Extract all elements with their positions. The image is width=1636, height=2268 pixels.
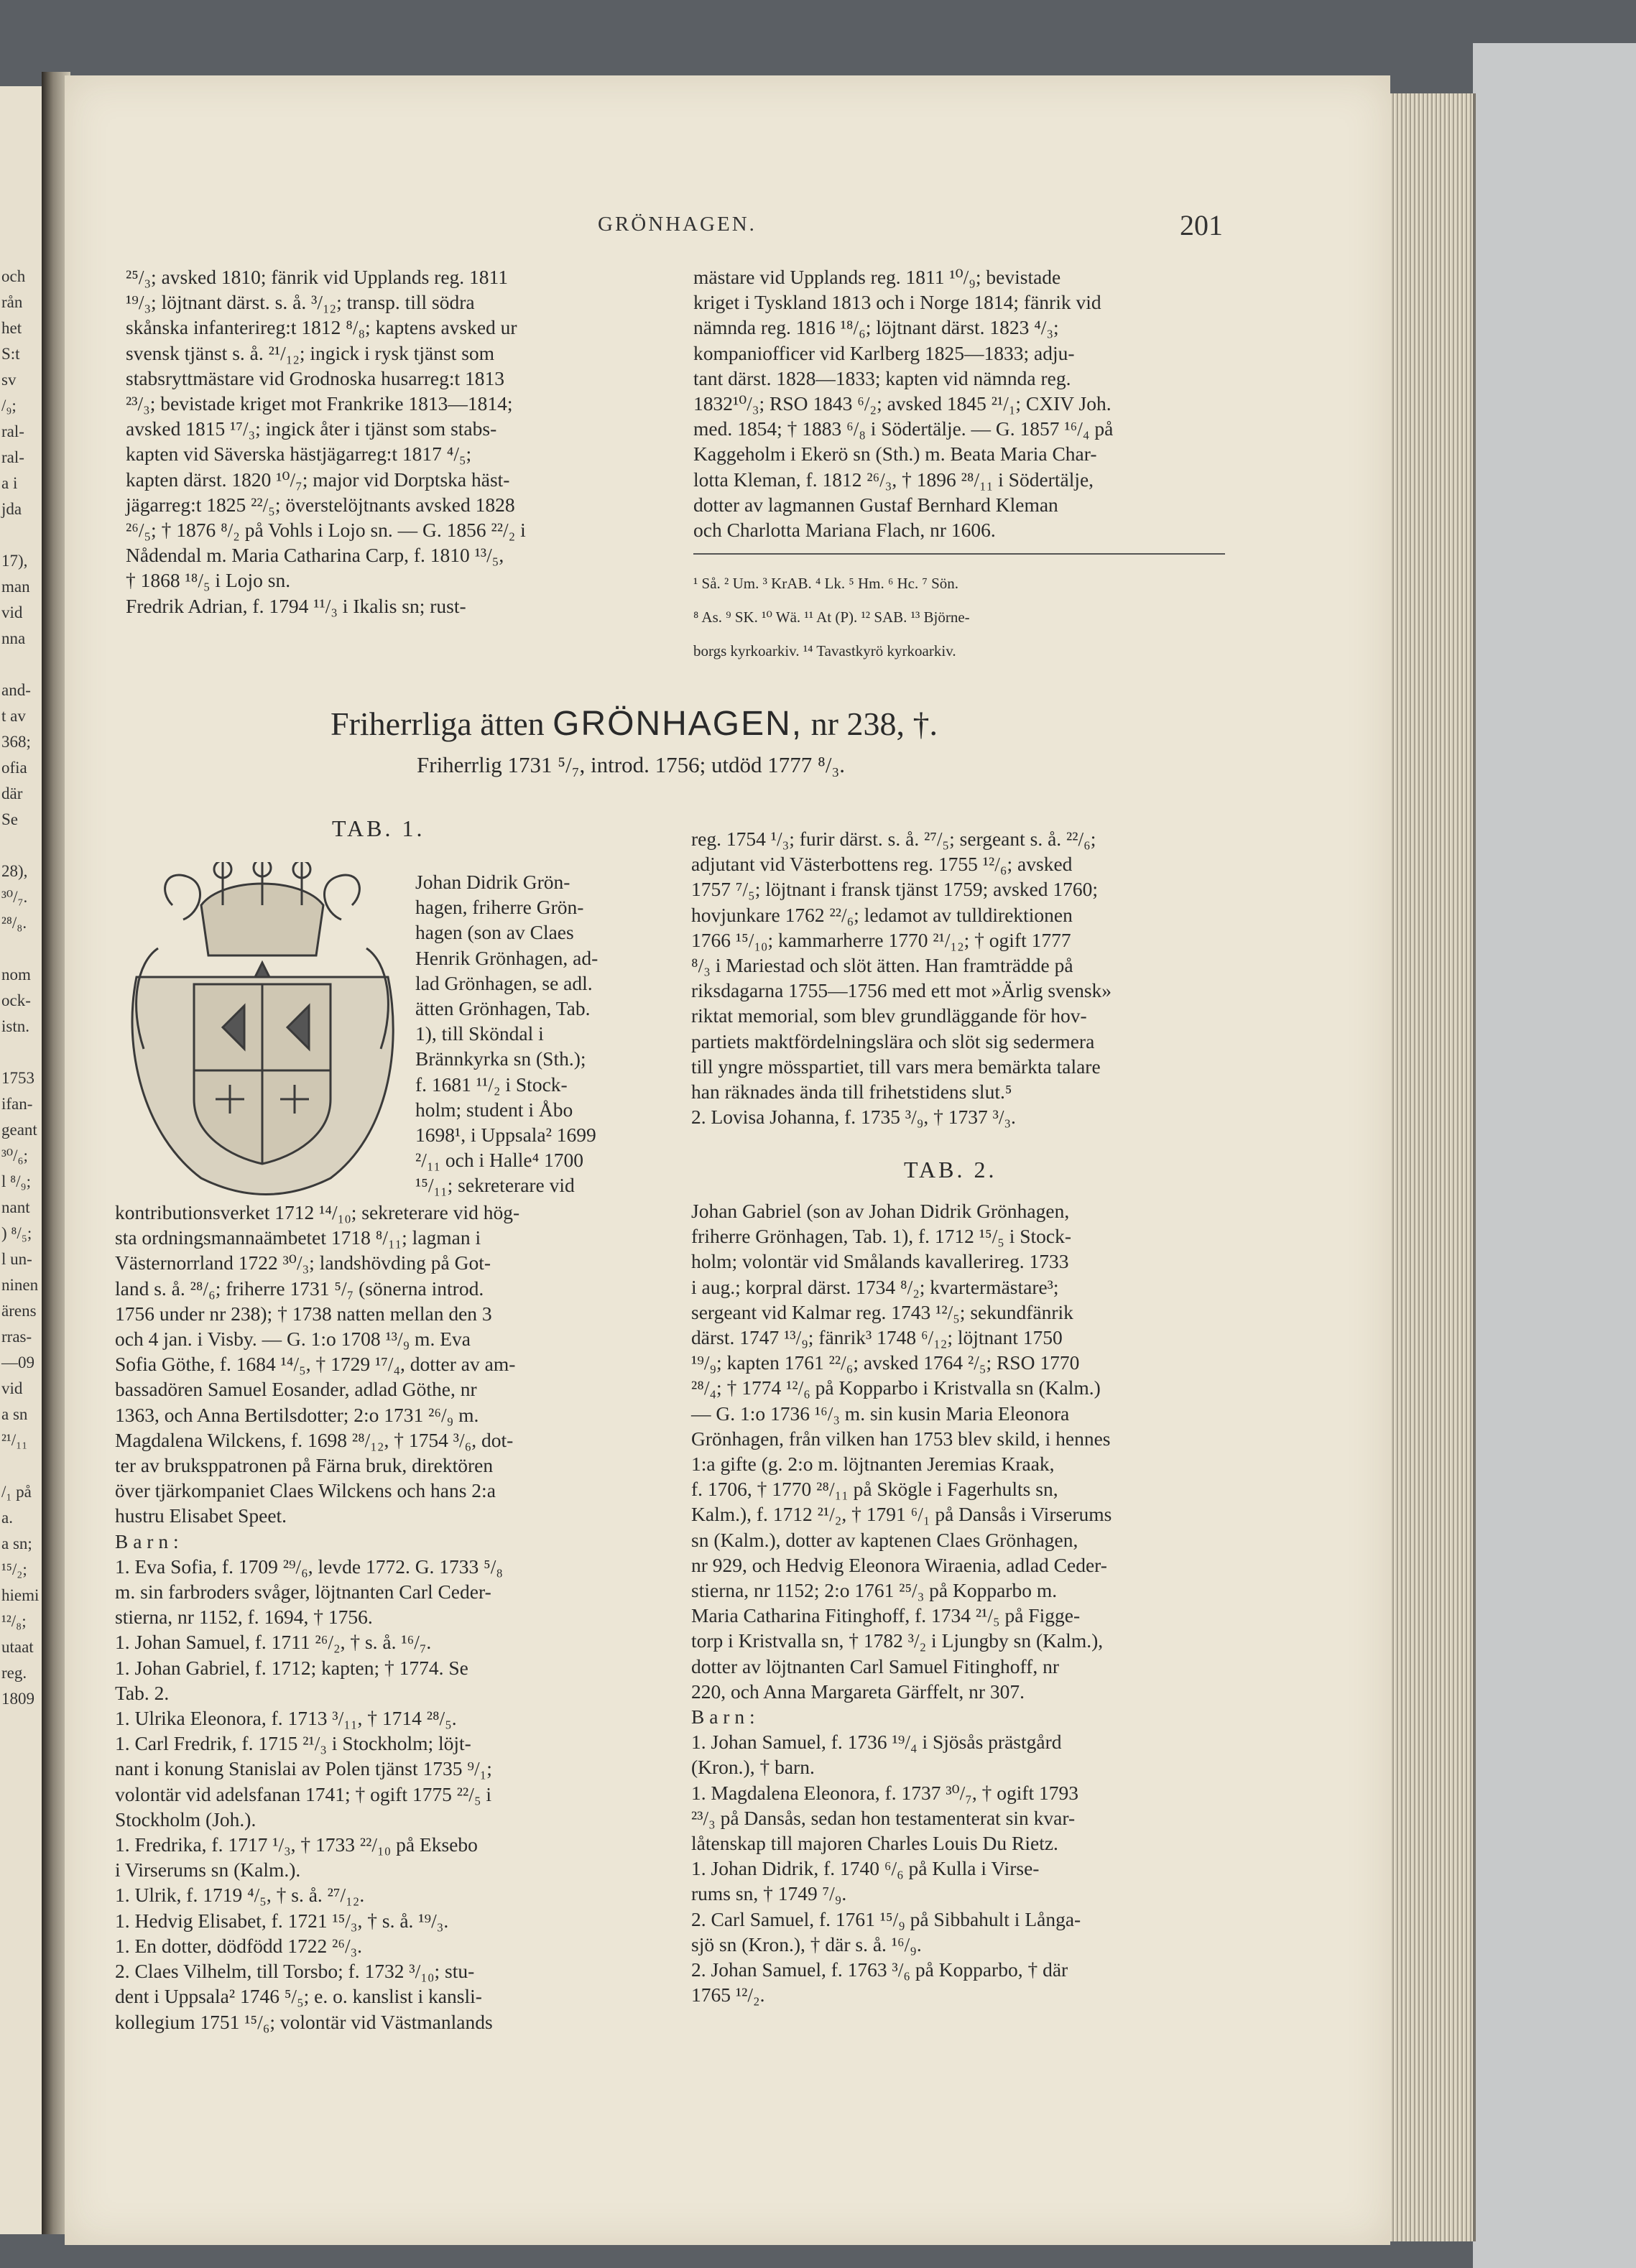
text-line: över tjärkompaniet Claes Wilckens och hans 2:a [115, 1479, 496, 1502]
margin-fragment: ²⁸/₈. [1, 914, 27, 932]
title-family-name: GRÖNHAGEN, [553, 705, 803, 743]
margin-fragment: a. [1, 1509, 13, 1527]
text-line: Brännkyrka sn (Sth.); [415, 1047, 586, 1070]
tab1-body [115, 1200, 652, 2035]
text-line: 1. Ulrik, f. 1719 ⁴/₅, † s. å. ²⁷/₁₂. [115, 1884, 365, 1907]
section-title [331, 704, 938, 744]
text-line: ²³/₃ på Dansås, sedan hon testamenterat sin kvar- [691, 1806, 1076, 1829]
margin-fragment: ¹²/₈; [1, 1612, 27, 1630]
top-right-column [693, 264, 1229, 542]
tab2-heading: TAB. 2. [904, 1157, 997, 1182]
text-line: i aug.; korpral därst. 1734 ⁸/₂; kvartermästare³; [691, 1275, 1059, 1298]
text-line: Nådendal m. Maria Catharina Carp, f. 1810 ¹³/₅, [126, 544, 504, 567]
text-line: jägarreg:t 1825 ²²/₅; överstelöjtnants avsked 1828 [126, 493, 515, 516]
text-line: 1. Carl Fredrik, f. 1715 ²¹/₃ i Stockholm; löjt- [115, 1732, 471, 1755]
title-suffix: nr 238, †. [810, 705, 938, 742]
text-line: lad Grönhagen, se adl. [415, 971, 593, 994]
text-line: stierna, nr 1152, f. 1694, † 1756. [115, 1606, 373, 1629]
margin-fragment: a sn; [1, 1535, 32, 1552]
title-prefix: Friherrliga ätten [331, 705, 545, 742]
text-line: holm; student i Åbo [415, 1098, 573, 1121]
text-line: reg. 1754 ¹/₃; furir därst. s. å. ²⁷/₅; sergeant s. å. ²²/₆; [691, 828, 1096, 850]
margin-fragment: /₁ på [1, 1483, 32, 1501]
margin-fragment: ofia [1, 759, 27, 777]
text-line: kriget i Tyskland 1813 och i Norge 1814; fänrik vid [693, 291, 1101, 314]
text-line: 1. Eva Sofia, f. 1709 ²⁹/₆, levde 1772. G. 1733 ⁵/₈ [115, 1555, 503, 1578]
text-line: ätten Grönhagen, Tab. [415, 997, 591, 1020]
margin-fragment: ¹⁵/₂; [1, 1560, 27, 1578]
margin-fragment: ninen [1, 1276, 39, 1294]
margin-fragment: /₉; [1, 397, 17, 415]
text-line: låtenskap till majoren Charles Louis Du Rietz. [691, 1832, 1058, 1855]
margin-fragment: ³⁰/₇. [1, 888, 28, 906]
coat-of-arms-image [115, 862, 410, 1200]
text-line: kompaniofficer vid Karlberg 1825—1833; adju- [693, 341, 1075, 364]
text-line: dotter av löjtnanten Carl Samuel Fitinghoff, nr [691, 1654, 1059, 1677]
text-line: friherre Grönhagen, Tab. 1), f. 1712 ¹⁵/₅ i Stock- [691, 1225, 1072, 1248]
text-line: Kalm.), f. 1712 ²¹/₂, † 1791 ⁶/₁ på Dansås i Virserums [691, 1503, 1112, 1526]
margin-fragment: istn. [1, 1017, 29, 1035]
margin-fragment: 17), [1, 552, 28, 570]
text-line: stierna, nr 1152; 2:o 1761 ²⁵/₃ på Kopparbo m. [691, 1579, 1058, 1602]
margin-fragment: ifan- [1, 1095, 33, 1113]
text-line: ¹⁹/₉; kapten 1761 ²²/₆; avsked 1764 ²/₅; RSO 1770 [691, 1351, 1080, 1374]
text-line: kollegium 1751 ¹⁵/₆; volontär vid Västmanlands [115, 2010, 493, 2033]
text-line: sjö sn (Kron.), † där s. å. ¹⁶/₉. [691, 1933, 922, 1955]
text-line: dotter av lagmannen Gustaf Bernhard Kleman [693, 493, 1058, 516]
margin-fragment: reg. [1, 1664, 27, 1682]
tab1-continuation [691, 826, 1229, 1129]
margin-fragment: a sn [1, 1405, 28, 1423]
text-line: 1:a gifte (g. 2:o m. löjtnanten Jeremias Kraak, [691, 1453, 1055, 1476]
section-subtitle: Friherrlig 1731 ⁵/₇, introd. 1756; utdöd 1777 ⁸/₃. [417, 752, 846, 777]
text-line: i Virserums sn (Kalm.). [115, 1859, 301, 1881]
margin-fragment: —09 [1, 1353, 34, 1371]
text-line: partiets maktfördelningslära och slöt sig sedermera [691, 1029, 1095, 1052]
text-line: f. 1706, † 1770 ²⁸/₁₁ på Skögle i Fagerhults sn, [691, 1478, 1058, 1501]
margin-fragment: nant [1, 1198, 30, 1216]
text-line: och 4 jan. i Visby. — G. 1:o 1708 ¹³/₉ m. Eva [115, 1328, 471, 1351]
text-line: hovjunkare 1762 ²²/₆; ledamot av tulldirektionen [691, 903, 1073, 926]
text-line: 1. Johan Samuel, f. 1736 ¹⁹/₄ i Sjösås prästgård [691, 1731, 1062, 1754]
text-line: ²⁵/₃; avsked 1810; fänrik vid Upplands reg. 1811 [126, 266, 509, 288]
text-line: 1. Johan Didrik, f. 1740 ⁶/₆ på Kulla i Virse- [691, 1857, 1040, 1880]
text-line: 1. Magdalena Eleonora, f. 1737 ³⁰/₇, † ogift 1793 [691, 1781, 1079, 1804]
text-line: B a r n : [115, 1529, 179, 1552]
margin-fragment: 28), [1, 862, 28, 880]
text-line: hagen (son av Claes [415, 921, 574, 944]
text-line: Henrik Grönhagen, ad- [415, 946, 599, 969]
text-line: ²⁶/₅; † 1876 ⁸/₂ på Vohls i Lojo sn. — G. 1856 ²²/₂ i [126, 519, 526, 542]
text-line: nämnda reg. 1816 ¹⁸/₆; löjtnant därst. 1823 ⁴/₃; [693, 316, 1059, 339]
text-line: 1756 under nr 238); † 1738 natten mellan den 3 [115, 1302, 492, 1325]
text-line: nr 929, och Hedvig Eleonora Wiraenia, adlad Ceder- [691, 1553, 1107, 1576]
text-line: holm; volontär vid Smålands kavallerireg. 1733 [691, 1250, 1069, 1273]
text-line: hustru Elisabet Speet. [115, 1504, 287, 1527]
text-line: 2. Carl Samuel, f. 1761 ¹⁵/₉ på Sibbahult i Långa- [691, 1907, 1081, 1930]
text-line: hagen, friherre Grön- [415, 896, 584, 919]
margin-fragment: där [1, 784, 23, 802]
margin-fragment: 368; [1, 733, 31, 751]
footnote-line: ⁸ As. ⁹ SK. ¹⁰ Wä. ¹¹ At (P). ¹² SAB. ¹³ Björne- [693, 608, 970, 626]
text-line: ter av bruksppatronen på Färna bruk, direktören [115, 1454, 494, 1477]
text-line: (Kron.), † barn. [691, 1756, 815, 1779]
text-line: dent i Uppsala² 1746 ⁵/₅; e. o. kanslist i kansli- [115, 1985, 482, 2008]
margin-fragment: rras- [1, 1328, 32, 1346]
text-line: — G. 1:o 1736 ¹⁶/₃ m. sin kusin Maria Eleonora [691, 1402, 1070, 1425]
text-line: tant därst. 1828—1833; kapten vid nämnda reg. [693, 366, 1071, 389]
margin-fragment: ³⁰/₆; [1, 1147, 28, 1165]
text-line: ²/₁₁ och i Halle⁴ 1700 [415, 1149, 584, 1172]
text-line: ²³/₃; bevistade kriget mot Frankrike 1813—1814; [126, 392, 513, 415]
text-line: skånska infanterireg:t 1812 ⁸/₈; kaptens avsked ur [126, 316, 517, 339]
text-line: han räknades ända till frihetstidens slut.⁵ [691, 1080, 1012, 1103]
text-line: med. 1854; † 1883 ⁶/₈ i Södertälje. — G. 1857 ¹⁶/₄ på [693, 417, 1114, 440]
margin-fragment: geant [1, 1121, 37, 1139]
page-number: 201 [1180, 209, 1223, 241]
text-line: lotta Kleman, f. 1812 ²⁶/₃, † 1896 ²⁸/₁₁ i Södertälje, [693, 468, 1094, 491]
text-line: m. sin farbroders svåger, löjtnanten Carl Ceder- [115, 1580, 491, 1603]
top-left-column [126, 264, 654, 619]
text-line: 1. Fredrika, f. 1717 ¹/₃, † 1733 ²²/₁₀ på Eksebo [115, 1833, 478, 1856]
text-line: Stockholm (Joh.). [115, 1808, 257, 1830]
text-line: riksdagarna 1755—1756 med ett mot »Ärlig svensk» [691, 979, 1112, 1002]
text-line: 1363, och Anna Bertilsdotter; 2:o 1731 ²⁶/₉ m. [115, 1403, 479, 1426]
text-line: land s. å. ²⁸/₆; friherre 1731 ⁵/₇ (sönerna introd. [115, 1277, 484, 1300]
text-line: 2. Claes Vilhelm, till Torsbo; f. 1732 ³/₁₀; stu- [115, 1960, 475, 1983]
margin-fragment: vid [1, 1379, 23, 1397]
margin-fragment: a i [1, 474, 18, 492]
text-line: f. 1681 ¹¹/₂ i Stock- [415, 1073, 568, 1096]
margin-fragment: utaat [1, 1638, 34, 1656]
text-line: 1765 ¹²/₂. [691, 1984, 765, 2007]
text-line: stabsryttmästare vid Grodnoska husarreg:t 1813 [126, 366, 504, 389]
text-line: ¹⁹/₃; löjtnant därst. s. å. ³/₁₂; transp. till södra [126, 291, 475, 314]
text-line: kontributionsverket 1712 ¹⁴/₁₀; sekreterare vid hög- [115, 1201, 520, 1223]
margin-fragment: och [1, 267, 26, 285]
text-line: 1698¹, i Uppsala² 1699 [415, 1124, 596, 1147]
running-head: GRÖNHAGEN. [598, 213, 757, 236]
text-line: Västernorrland 1722 ³⁰/₃; landshövding på Got- [115, 1251, 491, 1274]
margin-fragment: ral- [1, 422, 24, 440]
text-line: † 1868 ¹⁸/₅ i Lojo sn. [126, 569, 291, 592]
text-line: 220, och Anna Margareta Gärffelt, nr 307. [691, 1680, 1025, 1703]
text-line: adjutant vid Västerbottens reg. 1755 ¹²/₆; avsked [691, 853, 1073, 876]
text-line: 1. Johan Gabriel, f. 1712; kapten; † 1774. Se [115, 1656, 468, 1679]
text-line: Maria Catharina Fitinghoff, f. 1734 ²¹/₅ på Figge- [691, 1604, 1081, 1627]
text-line: kapten därst. 1820 ¹⁰/₇; major vid Dorptska häst- [126, 468, 510, 491]
text-line: 1832¹⁰/₃; RSO 1843 ⁶/₂; avsked 1845 ²¹/₁; CXIV Joh. [693, 392, 1112, 415]
text-line: avsked 1815 ¹⁷/₃; ingick åter i tjänst som stabs- [126, 417, 497, 440]
text-line: till yngre mösspartiet, till vars mera bemärkta talare [691, 1055, 1101, 1078]
margin-fragment: man [1, 578, 30, 596]
text-line: mästare vid Upplands reg. 1811 ¹⁰/₉; bevistade [693, 266, 1061, 288]
margin-fragment: l ⁸/₉; [1, 1172, 31, 1190]
footnote-line: ¹ Så. ² Um. ³ KrAB. ⁴ Lk. ⁵ Hm. ⁶ Hc. ⁷ Sön. [693, 575, 958, 592]
margin-fragment: nna [1, 629, 26, 647]
text-line: Fredrik Adrian, f. 1794 ¹¹/₃ i Ikalis sn; rust- [126, 594, 466, 617]
text-line: 1. Johan Samuel, f. 1711 ²⁶/₂, † s. å. ¹⁶/₇. [115, 1631, 432, 1654]
margin-fragment: vid [1, 603, 23, 621]
margin-fragment: het [1, 319, 22, 337]
text-line: 1766 ¹⁵/₁₀; kammarherre 1770 ²¹/₁₂; † ogift 1777 [691, 928, 1071, 951]
text-line: 1), till Sköndal i [415, 1022, 544, 1045]
margin-fragment: rån [1, 293, 23, 311]
text-line: Tab. 2. [115, 1681, 170, 1704]
text-line: 1757 ⁷/₅; löjtnant i fransk tjänst 1759; avsked 1760; [691, 878, 1099, 901]
tab2-body [691, 1198, 1229, 2008]
footnotes [693, 553, 1225, 675]
text-line: 2. Johan Samuel, f. 1763 ³/₆ på Kopparbo, † där [691, 1958, 1068, 1981]
text-line: ¹⁵/₁₁; sekreterare vid [415, 1174, 575, 1197]
margin-fragment: l un- [1, 1250, 32, 1268]
margin-fragment: ral- [1, 448, 24, 466]
text-line: 1. Hedvig Elisabet, f. 1721 ¹⁵/₃, † s. å. ¹⁹/₃. [115, 1909, 449, 1932]
margin-fragment: nom [1, 966, 31, 983]
text-line: därst. 1747 ¹³/₉; fänrik³ 1748 ⁶/₁₂; löjtnant 1750 [691, 1326, 1063, 1349]
tab1-text-beside-coat [415, 869, 652, 1198]
margin-fragment: and- [1, 681, 31, 699]
margin-fragment: S:t [1, 345, 20, 363]
text-line: riktat memorial, som blev grundläggande för hov- [691, 1004, 1087, 1027]
text-line: nant i konung Stanislai av Polen tjänst 1735 ⁹/₁; [115, 1757, 492, 1780]
margin-fragment: ²¹/₁₁ [1, 1431, 28, 1449]
margin-fragment: t av [1, 707, 26, 725]
text-line: bassadören Samuel Eosander, adlad Göthe, nr [115, 1378, 477, 1401]
margin-fragment: ) ⁸/₅; [1, 1224, 32, 1242]
footnote-line: borgs kyrkoarkiv. ¹⁴ Tavastkyrö kyrkoarkiv. [693, 642, 956, 659]
margin-fragment: sv [1, 371, 17, 389]
text-line: Magdalena Wilckens, f. 1698 ²⁸/₁₂, † 1754 ³/₆, dot- [115, 1428, 514, 1451]
text-line: torp i Kristvalla sn, † 1782 ³/₂ i Ljungby sn (Kalm.), [691, 1629, 1104, 1652]
margin-fragment: 1809 [1, 1690, 34, 1708]
text-line: 2. Lovisa Johanna, f. 1735 ³/₉, † 1737 ³/₃. [691, 1106, 1016, 1129]
text-line: ²⁸/₄; † 1774 ¹²/₆ på Kopparbo i Kristvalla sn (Kalm.) [691, 1376, 1101, 1399]
text-line: 1. En dotter, dödfödd 1722 ²⁶/₃. [115, 1934, 363, 1957]
text-line: Kaggeholm i Ekerö sn (Sth.) m. Beata Maria Char- [693, 443, 1097, 466]
tab1-heading: TAB. 1. [332, 815, 425, 841]
text-line: B a r n : [691, 1705, 755, 1728]
margin-fragment: ock- [1, 991, 31, 1009]
margin-fragment: 1753 [1, 1069, 34, 1087]
text-line: sta ordningsmannaämbetet 1718 ⁸/₁₁; lagman i [115, 1226, 481, 1249]
text-line: Johan Gabriel (son av Johan Didrik Grönhagen, [691, 1200, 1070, 1222]
text-line: och Charlotta Mariana Flach, nr 1606. [693, 519, 996, 542]
text-line: volontär vid adelsfanan 1741; † ogift 1775 ²²/₅ i [115, 1782, 492, 1805]
margin-fragment: jda [1, 500, 22, 518]
text-line: Grönhagen, från vilken han 1753 blev skild, i hennes [691, 1427, 1111, 1450]
text-line: 1. Ulrika Eleonora, f. 1713 ³/₁₁, † 1714 ²⁸/₅. [115, 1707, 457, 1730]
text-line: rums sn, † 1749 ⁷/₉. [691, 1882, 847, 1905]
text-line: Sofia Göthe, f. 1684 ¹⁴/₅, † 1729 ¹⁷/₄, dotter av am- [115, 1353, 516, 1376]
margin-fragment: ärens [1, 1302, 37, 1320]
text-line: kapten vid Säverska hästjägarreg:t 1817 ⁴/₅; [126, 443, 472, 466]
text-line: sn (Kalm.), dotter av kaptenen Claes Grönhagen, [691, 1528, 1078, 1551]
text-line: svensk tjänst s. å. ²¹/₁₂; ingick i rysk tjänst som [126, 341, 495, 364]
text-line: sergeant vid Kalmar reg. 1743 ¹²/₅; sekundfänrik [691, 1300, 1073, 1323]
text-line: ⁸/₃ i Mariestad och slöt ätten. Han framträdde på [691, 954, 1073, 977]
margin-fragment: Se [1, 810, 18, 828]
margin-fragment: hiemi [1, 1586, 40, 1604]
text-line: Johan Didrik Grön- [415, 871, 570, 893]
